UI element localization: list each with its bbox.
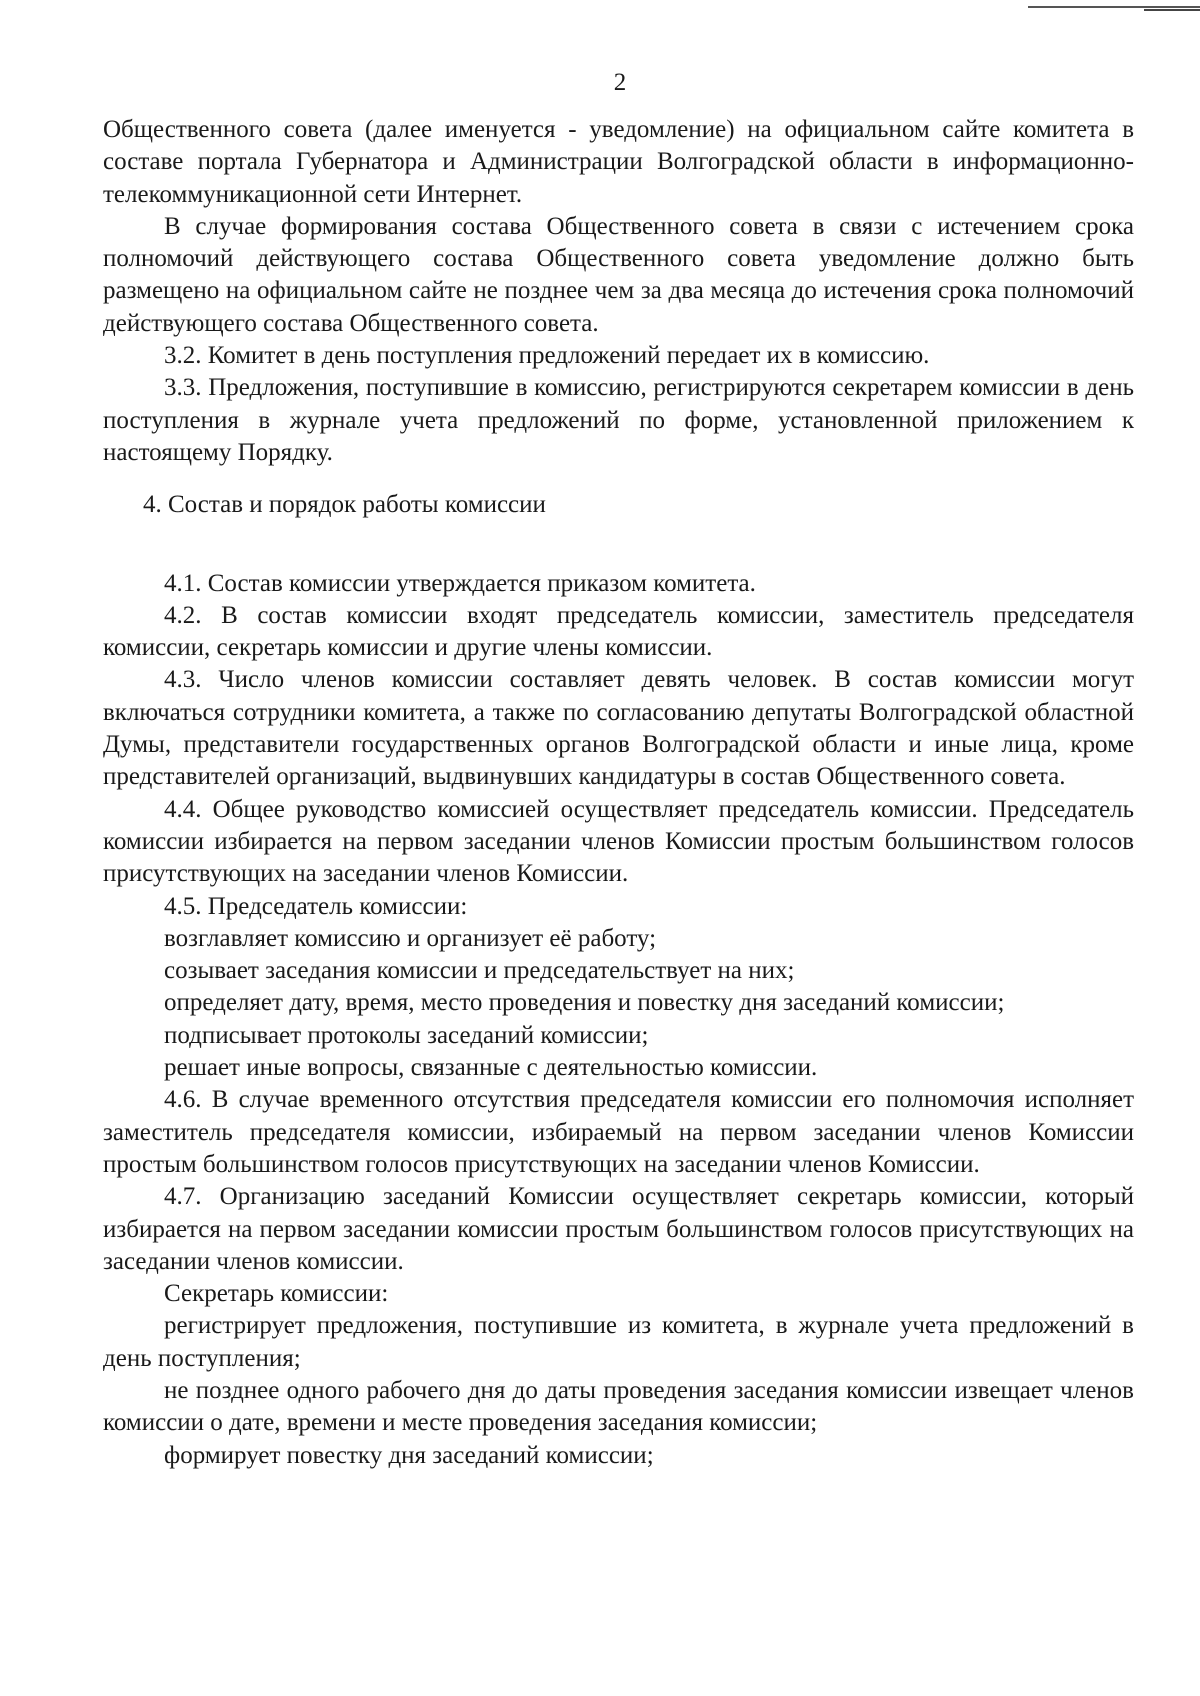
list-item: не позднее одного рабочего дня до даты проведения заседания комиссии извещает членов комиссии о дате, времени и месте проведения заседания комиссии; <box>103 1376 1134 1437</box>
scan-edge-line <box>1028 6 1200 8</box>
list-item: формирует повестку дня заседаний комиссии; <box>164 1441 654 1469</box>
list-item: определяет дату, время, место проведения и повестку дня заседаний комиссии; <box>164 989 1005 1017</box>
section-heading: 4. Состав и порядок работы комиссии <box>143 491 546 519</box>
paragraph: 4.7. Организацию заседаний Комиссии осуществляет секретарь комиссии, который избирается на первом заседании комиссии простым большинством голосов присутствующих на заседании членов комиссии. <box>103 1183 1134 1275</box>
paragraph: 4.4. Общее руководство комиссией осуществляет председатель комиссии. Председатель комиссии избирается на первом заседании членов Комиссии простым большинством голосов присутствующих на заседании членов Комиссии. <box>103 795 1134 888</box>
list-item: регистрирует предложения, поступившие из комитета, в журнале учета предложений в день поступления; <box>103 1312 1134 1372</box>
list-item: подписывает протоколы заседаний комиссии; <box>164 1021 649 1049</box>
paragraph: 4.1. Состав комиссии утверждается приказом комитета. <box>164 569 756 597</box>
list-item: созывает заседания комиссии и председательствует на них; <box>164 957 795 985</box>
paragraph: 4.3. Число членов комиссии составляет девять человек. В состав комиссии могут включаться сотрудники комитета, а также по согласованию депутаты Волгоградской областной Думы, представители государственных органов Волгоградской области и иные лица, кроме представителей организаций, выдвинувших кандидатуры в состав Общественного совета. <box>103 666 1134 791</box>
list-item: решает иные вопросы, связанные с деятельностью комиссии. <box>164 1054 818 1082</box>
paragraph: Общественного совета (далее именуется - уведомление) на официальном сайте комитета в составе портала Губернатора и Администрации Волгоградской области в информационно-телекоммуникационной сети Интернет. <box>103 116 1134 208</box>
page-number: 2 <box>613 69 627 96</box>
paragraph: 3.3. Предложения, поступившие в комиссию, регистрируются секретарем комиссии в день поступления в журнале учета предложений по форме, установленной приложением к настоящему Порядку. <box>103 374 1134 466</box>
paragraph: 3.2. Комитет в день поступления предложений передает их в комиссию. <box>164 342 930 370</box>
paragraph: 4.6. В случае временного отсутствия председателя комиссии его полномочия исполняет заместитель председателя комиссии, избираемый на первом заседании членов Комиссии простым большинством голосов присутствующих на заседании членов Комиссии. <box>103 1086 1134 1178</box>
list-item: возглавляет комиссию и организует её работу; <box>164 924 657 952</box>
paragraph: Секретарь комиссии: <box>164 1280 389 1308</box>
paragraph: В случае формирования состава Общественного совета в связи с истечением срока полномочий действующего состава Общественного совета уведомление должно быть размещено на официальном сайте не позднее чем за два месяца до истечения срока полномочий действующего состава Общественного совета. <box>103 212 1134 337</box>
paragraph: 4.5. Председатель комиссии: <box>164 892 468 920</box>
scan-edge-line <box>1144 9 1200 11</box>
document-body <box>103 114 1134 1472</box>
paragraph: 4.2. В состав комиссии входят председатель комиссии, заместитель председателя комиссии, секретарь комиссии и другие члены комиссии. <box>103 601 1134 662</box>
